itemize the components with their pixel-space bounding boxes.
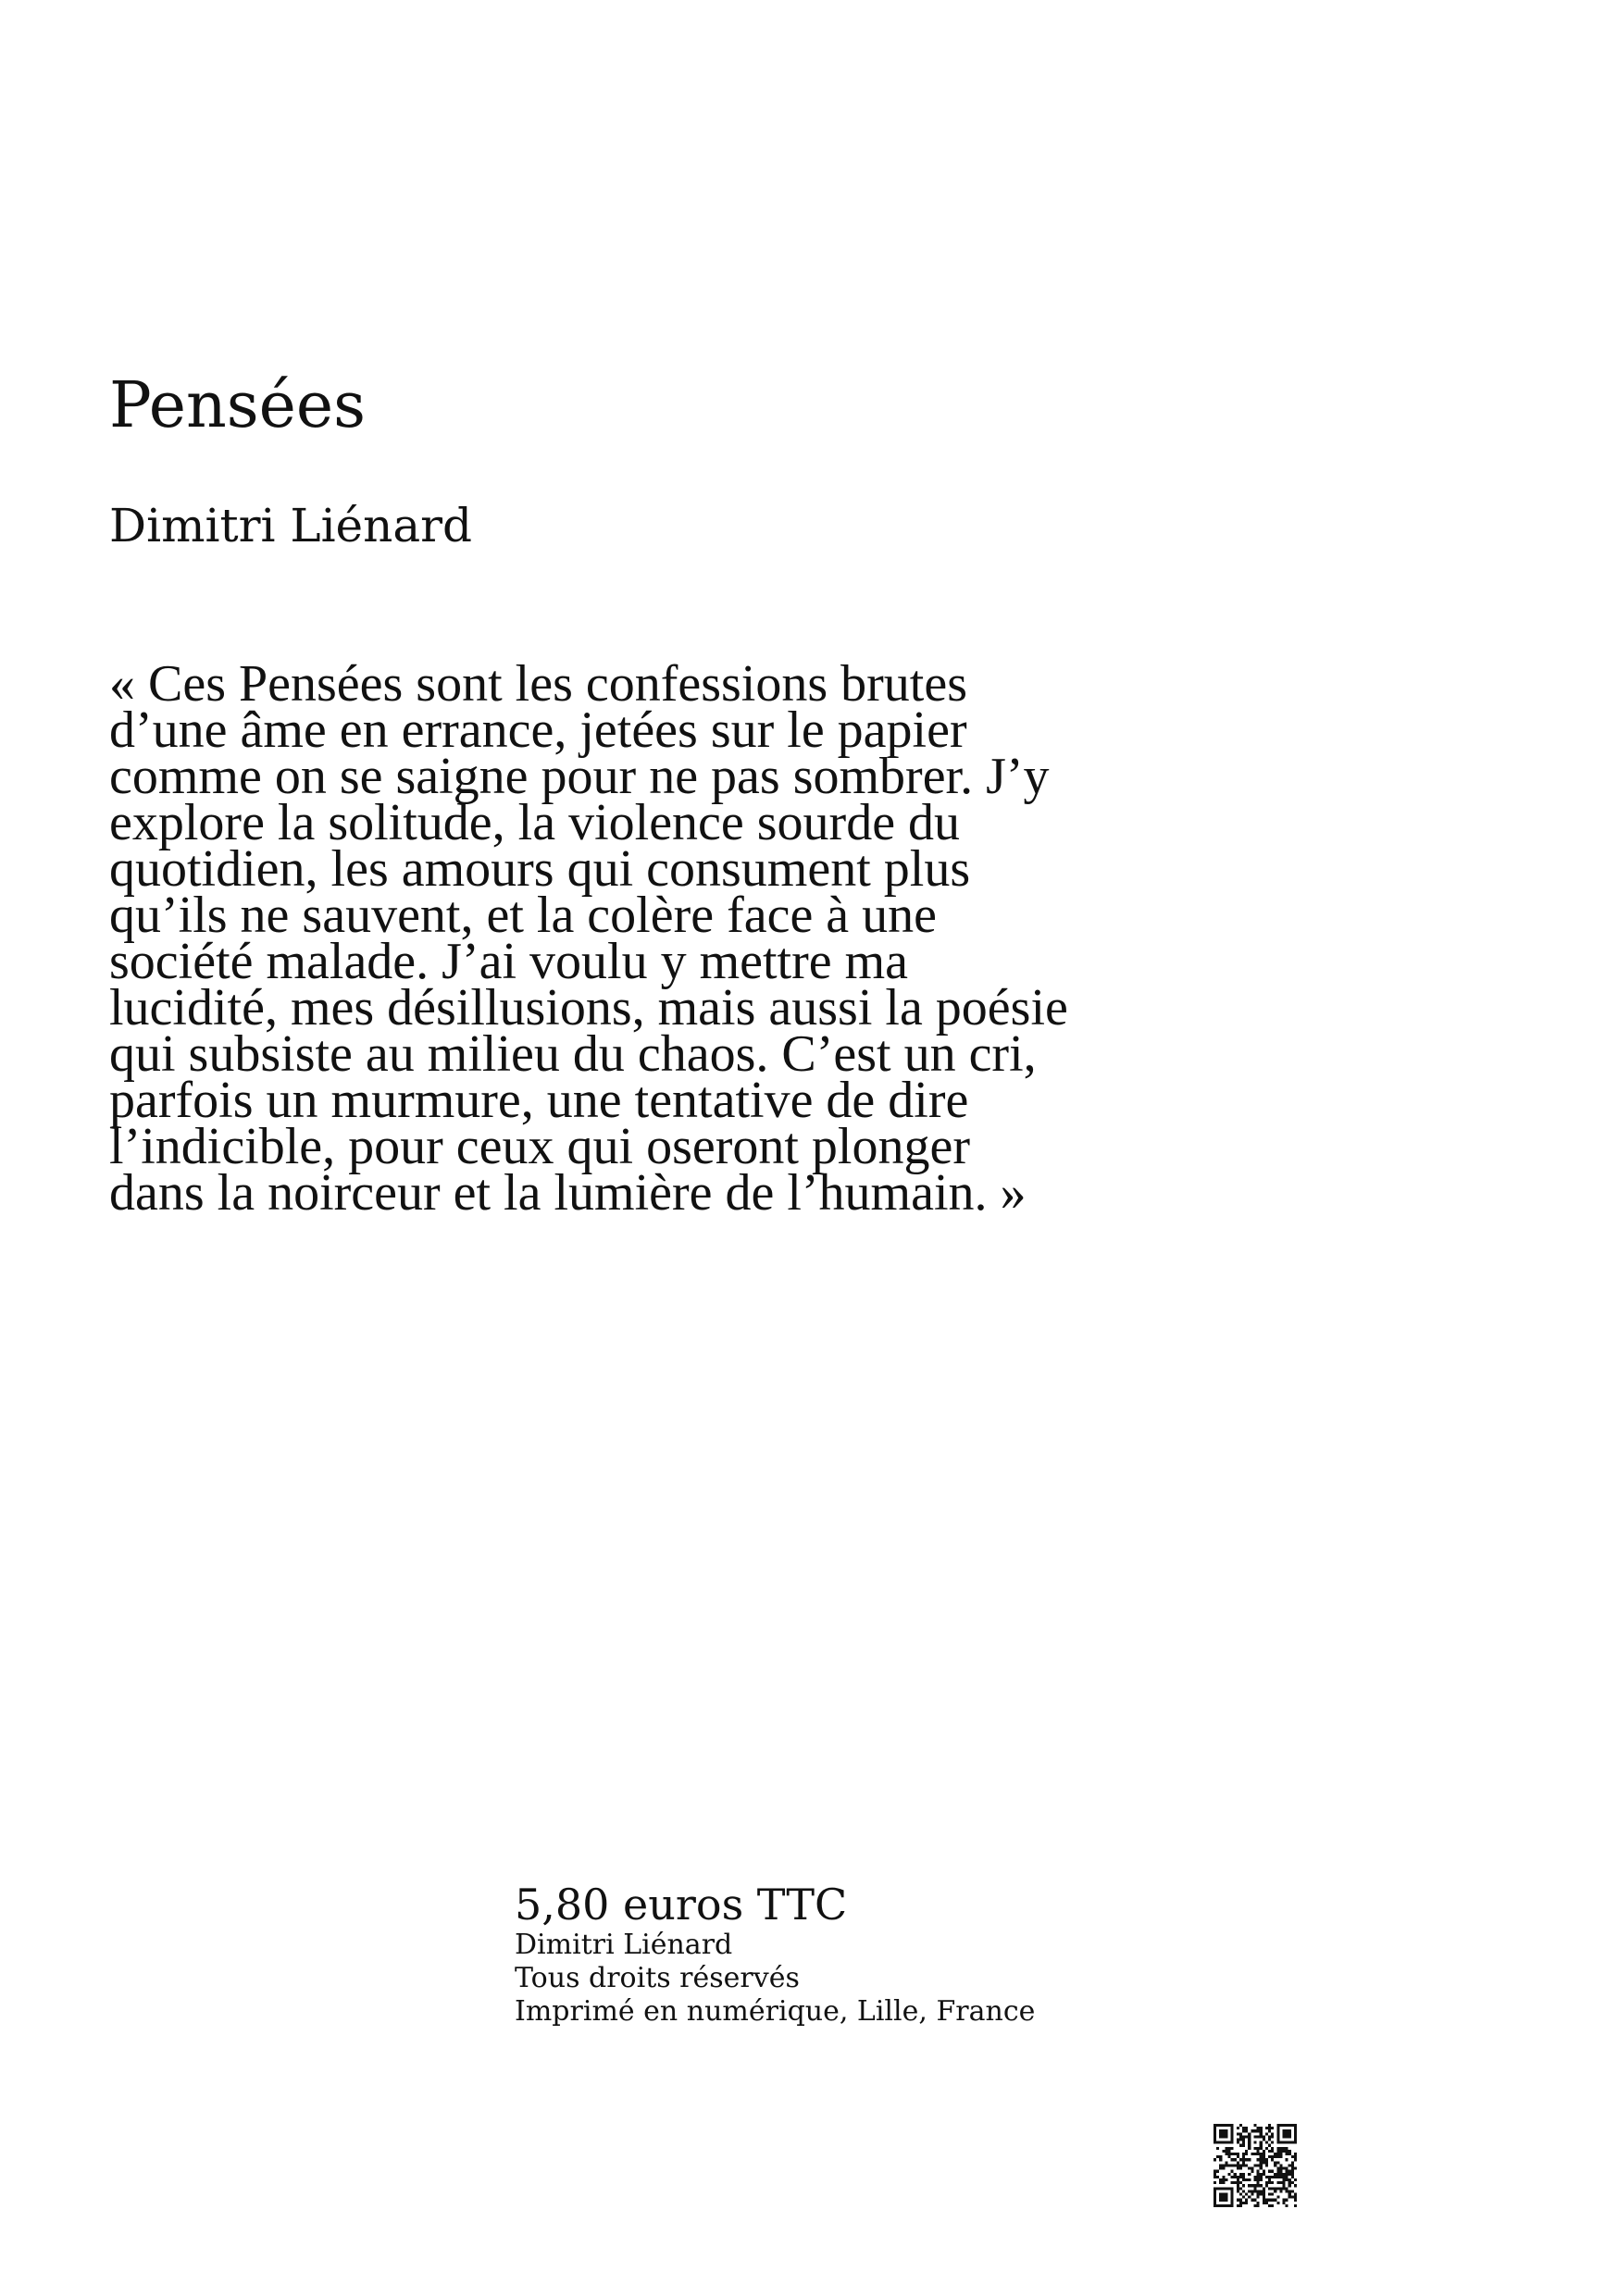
blurb-line: d’une âme en errance, jetées sur le papier	[109, 701, 967, 759]
publisher-name: Dimitri Liénard	[515, 1929, 733, 1961]
blurb-line: explore la solitude, la violence sourde du	[109, 794, 961, 851]
qr-code-icon	[1214, 2124, 1297, 2207]
book-title: Pensées	[109, 369, 367, 442]
blurb-line: société malade. J’ai voulu y mettre ma	[109, 933, 909, 990]
blurb-line: dans la noirceur et la lumière de l’humain. »	[109, 1164, 1027, 1222]
blurb-line: l’indicible, pour ceux qui oseront plonger	[109, 1118, 970, 1175]
blurb-line: parfois un murmure, une tentative de dire	[109, 1072, 969, 1129]
back-cover-blurb	[109, 655, 1257, 1222]
blurb-line: lucidité, mes désillusions, mais aussi la poésie	[109, 979, 1068, 1036]
blurb-line: qu’ils ne sauvent, et la colère face à une	[109, 887, 938, 944]
book-author: Dimitri Liénard	[109, 499, 473, 552]
imprint-block	[515, 1880, 1035, 2029]
blurb-line: quotidien, les amours qui consument plus	[109, 840, 971, 898]
blurb-line: comme on se saigne pour ne pas sombrer. J’y	[109, 748, 1050, 805]
blurb-line: qui subsiste au milieu du chaos. C’est un cri,	[109, 1025, 1037, 1083]
blurb-line: « Ces Pensées sont les confessions brutes	[109, 655, 968, 713]
rights-notice: Tous droits réservés	[515, 1962, 800, 1994]
printing-info: Imprimé en numérique, Lille, France	[515, 1995, 1036, 2028]
price-label: 5,80 euros TTC	[515, 1880, 848, 1930]
